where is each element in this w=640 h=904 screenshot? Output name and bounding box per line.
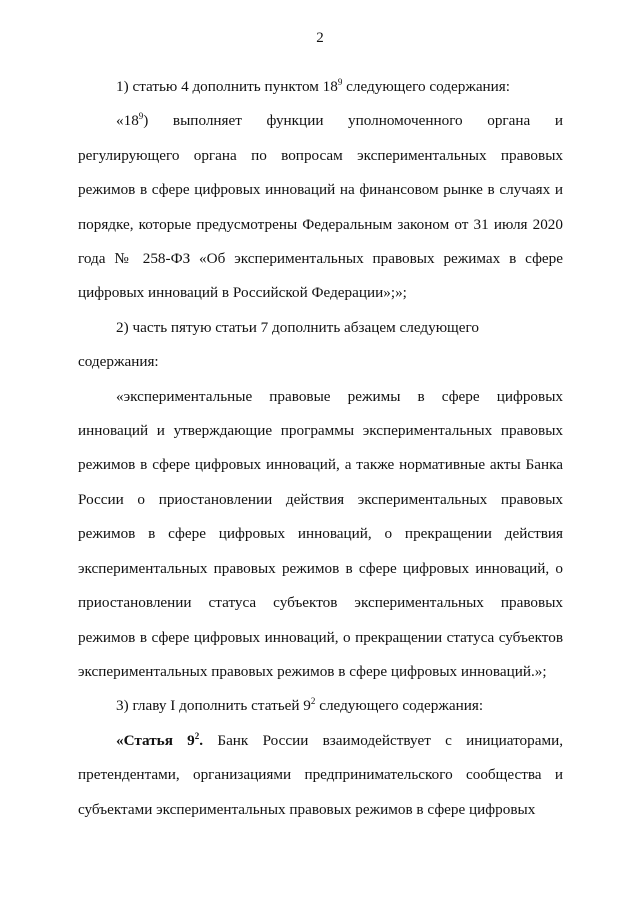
text-segment: Банк России взаимодействует с инициаторами, претендентами, организациями предпринимательского сообщества и субъектами экспериментальных правовых режимов в сфере цифровых (78, 731, 563, 818)
text-segment: следующего содержания: (342, 78, 511, 95)
superscript: 2 (310, 696, 316, 707)
text-segment: 1) статью 4 дополнить пунктом 18 (116, 78, 338, 95)
paragraph-quote-experimental-regimes (78, 380, 563, 690)
text-segment: ) выполняет функции уполномоченного органа и регулирующего органа по вопросам экспериментальных правовых режимов в сфере цифровых инноваций на финансовом рынке в случаях и порядке, которые предусмотрены Федеральным законом от 31 июля 2020 года № 258-ФЗ «Об экспериментальных правовых режимах в сфере цифровых инноваций в Российской Федерации»;»; (78, 112, 563, 302)
superscript: 2 (194, 730, 200, 741)
text-segment: следующего содержания: (315, 697, 484, 715)
paragraph-amendment-3 (78, 689, 563, 723)
superscript: 9 (138, 111, 144, 122)
text-segment: . (199, 731, 204, 749)
text-segment: «Статья 9 (116, 731, 195, 749)
paragraph-quote-18-9 (78, 104, 563, 310)
text-segment: 3) главу I дополнить статьей 9 (116, 697, 311, 715)
paragraph-amendment-1 (78, 70, 563, 104)
page-number: 2 (316, 30, 324, 46)
document-body (78, 70, 563, 827)
text-segment: «18 (116, 112, 139, 130)
paragraph-article-9-2 (78, 724, 563, 827)
text-segment: 2) часть пятую статьи 7 дополнить абзацем следующего содержания: (78, 318, 479, 371)
superscript: 9 (337, 77, 343, 87)
article-heading (116, 732, 203, 749)
text-segment: «экспериментальные правовые режимы в сфере цифровых инноваций и утверждающие программы экспериментальных правовых режимов в сфере цифровых инноваций, а также нормативные акты Банка России о приостановлении действия экспериментальных правовых режимов в сфере цифровых инноваций, о прекращении действия экспериментальных правовых режимов в сфере цифровых инноваций, о приостановлении статуса субъектов экспериментальных правовых режимов в сфере цифровых инноваций, о прекращении статуса субъектов экспериментальных правовых режимов в сфере цифровых инноваций.»; (78, 387, 563, 680)
paragraph-amendment-2 (78, 311, 563, 380)
